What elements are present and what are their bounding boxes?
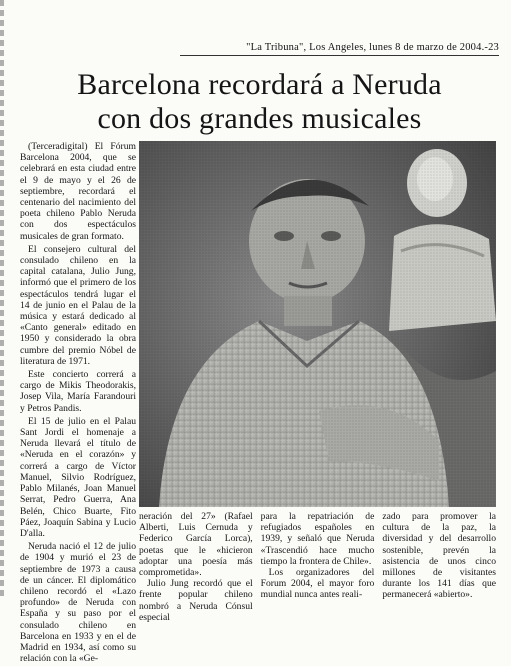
paragraph: Julio Jung recordó que el frente popular chileno nombró a Neruda Cónsul especial <box>139 578 253 623</box>
paragraph: neración del 27» (Rafael Alberti, Luis Cernuda y Federico García Lorca), poetas que le «hicieron adoptar una poesía más comprometida». <box>139 511 253 579</box>
newspaper-header: "La Tribuna", Los Angeles, lunes 8 de marzo de 2004.-23 <box>180 42 499 56</box>
article-column <box>261 511 375 600</box>
paragraph: zado para promover la cultura de la paz, la diversidad y del desarrollo sostenible, prevén la asistencia de unos cinco millones de visitantes durante los 141 días que permanecerá «abierto». <box>382 511 497 601</box>
paragraph: El 15 de julio en el Palau Sant Jordi el homenaje a Neruda llevará el título de «Neruda en el corazón» y correrá a cargo de Víctor Manuel, Silvio Rodríguez, Pablo Milanés, Joan Manuel Serrat, Pedro Guerra, Ana Belén, Chico Buarte, Fito Páez, Joaquín Sabina y Lucio D'alla. <box>20 415 136 539</box>
paragraph: (Terceradigital) El Fórum Barcelona 2004, que se celebrará en esta ciudad entre el 9 de mayo y el 26 de septiembre, recordará el centenario del nacimiento del poeta chileno Pablo Neruda con dos espectáculos musicales de gran formato. <box>20 141 136 242</box>
paragraph: para la repatriación de refugiados españoles en 1939, y señaló que Neruda «Trascendió hace mucho tiempo la frontera de Chile». <box>260 511 375 567</box>
headline-line-2: con dos grandes musicales <box>97 102 422 135</box>
paragraph: El consejero cultural del consulado chileno en la capital catalana, Julio Jung, informó que el primero de los espectáculos tendrá lugar el 14 de junio en el Palau de la música y estará dedicado al «Canto general» editado en 1950 y considerado la obra cumbre del premio Nóbel de literatura de 1971. <box>20 243 136 367</box>
article-left-column <box>20 141 136 666</box>
paragraph: Neruda nació el 12 de julio de 1904 y murió el 23 de septiembre de 1973 a causa de un cáncer. El diplomático chileno recordó el «Lazo profundo» de Neruda con España y su paso por el consulado chileno en Barcelona en 1933 y en el de Madrid en 1934, así como su relación con la «Ge- <box>20 541 136 665</box>
article-column <box>139 511 253 623</box>
paragraph: Este concierto correrá a cargo de Mikis Theodorakis, Josep Vila, María Farandouri y Petros Pandis. <box>20 369 136 414</box>
page-edge-marks <box>0 0 4 600</box>
article-bottom-columns <box>139 511 497 623</box>
photo-illustration <box>139 141 496 507</box>
headline <box>20 68 499 136</box>
neruda-photo <box>139 141 496 507</box>
headline-line-1: Barcelona recordará a Neruda <box>77 68 442 101</box>
article-column <box>382 511 496 600</box>
paragraph: Los organizadores del Forum 2004, el mayor foro mundial nunca antes reali- <box>260 567 375 601</box>
